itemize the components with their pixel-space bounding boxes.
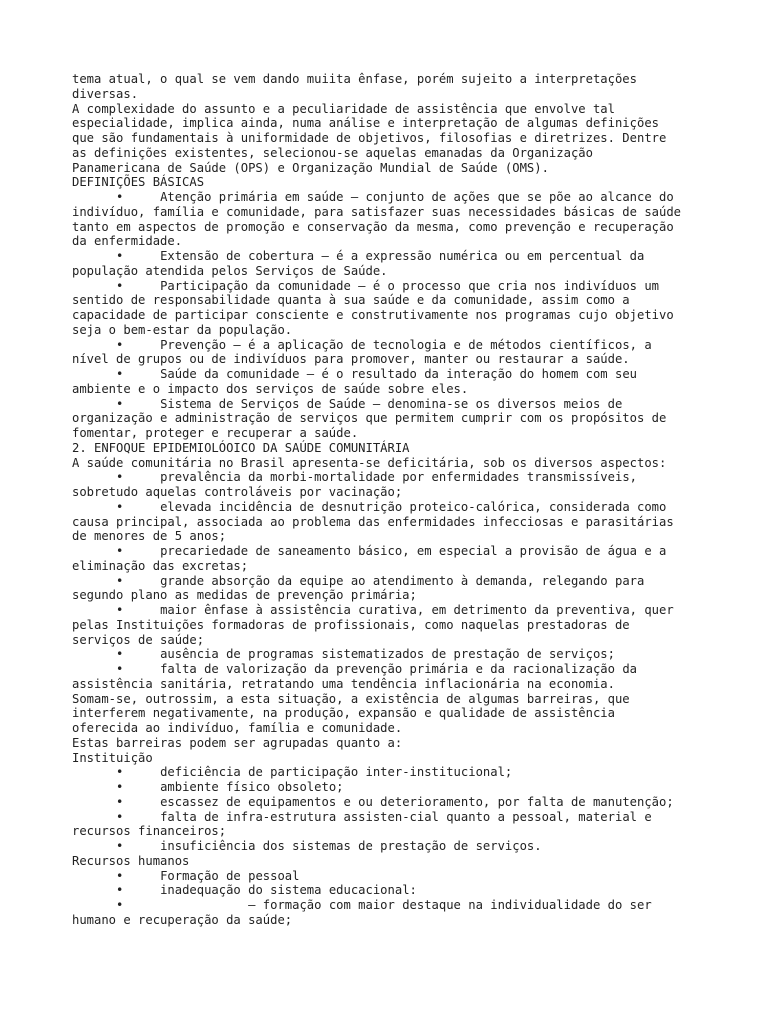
text-line: • falta de valorização da prevenção primária e da racionalização da [72,662,637,676]
text-line: serviços de saúde; [72,632,205,647]
text-line: fomentar, proteger e recuperar a saúde. [72,426,359,440]
text-line: • prevalência da morbi-mortalidade por enfermidades transmissíveis, [72,470,637,485]
text-line: Instituição [72,750,153,765]
text-line: • deficiência de participação inter-institucional; [72,765,513,780]
text-line: Somam-se, outrossim, a esta situação, a existência de algumas barreiras, que [72,691,630,706]
text-line: assistência sanitária, retratando uma tendência inflacionária na economia. [72,676,615,691]
text-line: • Extensão de cobertura — é a expressão numérica ou em percentual da [72,249,645,263]
text-line: • ambiente físico obsoleto; [72,780,344,794]
text-line: • Atenção primária em saúde — conjunto de ações que se põe ao alcance do [72,190,674,204]
text-line: capacidade de participar consciente e construtivamente nos programas cujo objetivo [72,308,674,322]
text-line: oferecida ao indivíduo, família e comunidade. [72,721,403,735]
text-line: ambiente e o impacto dos serviços de saúde sobre eles. [72,381,469,396]
text-line: Estas barreiras podem ser agrupadas quanto a: [72,735,403,750]
text-line: • falta de infra-estrutura assisten-cial quanto a pessoal, material e [72,809,652,824]
text-line: • Sistema de Serviços de Saúde — denomina-se os diversos meios de [72,396,623,411]
text-line: interferem negativamente, na produção, expansão e qualidade de assistência [72,706,615,721]
text-line: as definições existentes, selecionou-se aquelas emanadas da Organização [72,145,593,160]
text-line: Panamericana de Saúde (OPS) e Organização Mundial de Saúde (OMS). [72,160,549,175]
text-line: • Saúde da comunidade — é o resultado da interação do homem com seu [72,367,637,381]
text-line: • elevada incidência de desnutrição proteico-calórica, considerada como [72,499,667,514]
text-line: • Prevenção — é a aplicação de tecnologia e de métodos científicos, a [72,337,652,352]
text-line: indivíduo, família e comunidade, para satisfazer suas necessidades básicas de saúde [72,204,682,219]
text-line: da enfermidade. [72,234,183,249]
text-line: causa principal, associada ao problema das enfermidades infecciosas e parasitárias [72,514,674,529]
text-line: nível de grupos ou de indivíduos para promover, manter ou restaurar a saúde. [72,352,630,367]
text-line: • insuficiência dos sistemas de prestação de serviços. [72,839,542,853]
text-line: • maior ênfase à assistência curativa, em detrimento da preventiva, quer [72,603,674,617]
text-line: tanto em aspectos de promoção e conservação da mesma, como prevenção e recuperação [72,219,674,234]
text-line: seja o bem-estar da população. [72,322,293,337]
text-line: sobretudo aquelas controláveis por vacinação; [72,485,403,499]
text-line: • Formação de pessoal [72,868,300,883]
text-line: de menores de 5 anos; [72,529,227,544]
text-line: DEFINIÇÕES BÁSICAS [72,175,205,190]
text-line: que são fundamentais à uniformidade de objetivos, filosofias e diretrizes. Dentre [72,131,667,145]
text-line: sentido de responsabilidade quanta à sua saúde e da comunidade, assim como a [72,293,630,308]
text-line: tema atual, o qual se vem dando muiita ênfase, porém sujeito a interpretações [72,72,637,86]
text-line: diversas. [72,86,139,101]
text-line: eliminação das excretas; [72,558,249,573]
text-line: recursos financeiros; [72,824,227,839]
text-line: organização e administração de serviços que permitem cumprir com os propósitos de [72,411,667,426]
text-line: Recursos humanos [72,853,190,868]
text-line: • Participação da comunidade — é o processo que cria nos indivíduos um [72,278,660,293]
text-line: especialidade, implica ainda, numa análise e interpretação de algumas definições [72,116,659,131]
text-line: • precariedade de saneamento básico, em especial a provisão de água e a [72,544,667,558]
document-page [72,72,712,928]
text-line: pelas Instituições formadoras de profissionais, como naquelas prestadoras de [72,617,630,632]
text-line: • grande absorção da equipe ao atendimento à demanda, relegando para [72,573,645,588]
text-line: população atendida pelos Serviços de Saúde. [72,263,388,278]
text-line: humano e recuperação da saúde; [72,912,293,927]
text-line: segundo plano as medidas de prevenção primária; [72,588,417,603]
text-line: A saúde comunitária no Brasil apresenta-se deficitária, sob os diversos aspectos: [72,455,667,470]
text-line: • ausência de programas sistematizados de prestação de serviços; [72,647,615,662]
text-line: • — formação com maior destaque na individualidade do ser [72,898,652,912]
text-line: 2. ENFOQUE EPIDEMIOLÓOICO DA SAÚDE COMUNITÁRIA [72,440,410,455]
text-line: • inadequação do sistema educacional: [72,883,417,898]
text-line: • escassez de equipamentos e ou deterioramento, por falta de manutenção; [72,794,674,809]
text-line: A complexidade do assunto e a peculiaridade de assistência que envolve tal [72,101,615,116]
